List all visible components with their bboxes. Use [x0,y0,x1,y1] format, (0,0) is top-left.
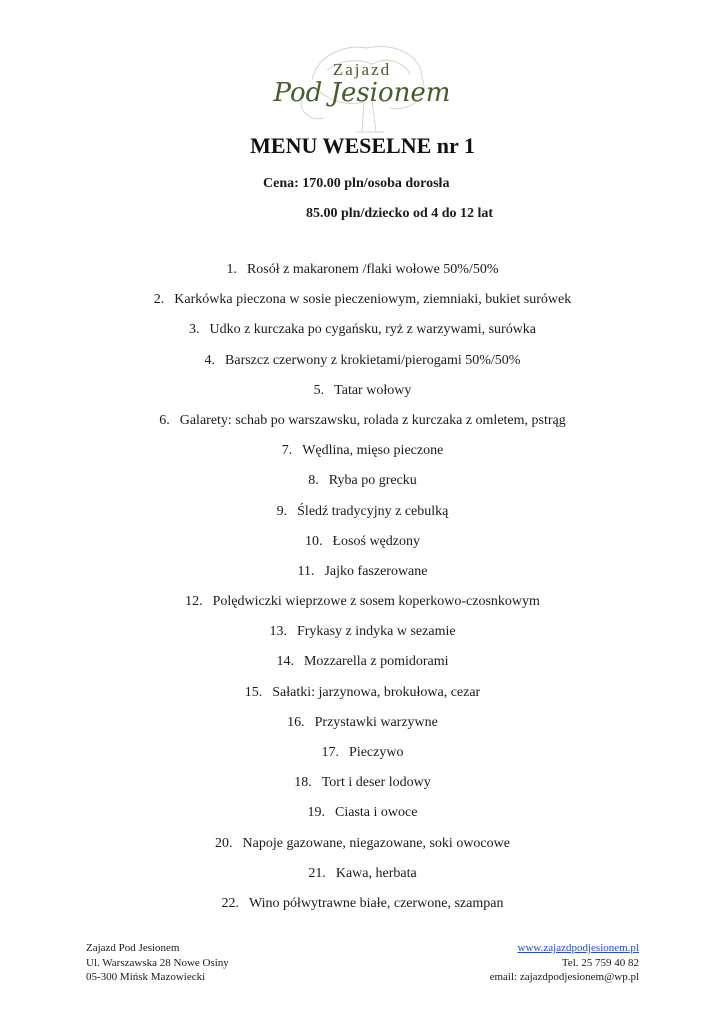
menu-item [0,472,725,502]
menu-item-number: 15. [244,684,263,700]
menu-item-text: Ciasta i owoce [335,805,418,821]
menu-item-number: 5. [313,382,325,398]
menu-item-number: 8. [308,473,319,489]
menu-item [0,412,725,442]
menu-item [0,714,725,744]
menu-item-number: 20. [215,835,233,851]
menu-item [0,593,725,623]
menu-item-number: 11. [297,563,315,579]
menu-item-text: Jajko faszerowane [324,563,428,579]
menu-item [0,503,725,533]
menu-item-number: 14. [276,654,294,670]
price-adult: Cena: 170.00 pln/osoba dorosła [263,176,450,191]
menu-item-text: Rosół z makaronem /flaki wołowe 50%/50% [246,262,499,277]
footer-address [86,941,229,985]
menu-item-text: Wędlina, mięso pieczone [302,443,444,459]
menu-item-text: Barszcz czerwony z krokietami/pierogami 50%/50% [225,352,521,368]
footer-email: email: zajazdpodjesionem@wp.pl [489,971,639,983]
menu-item-number: 6. [159,412,170,428]
menu-item-text: Napoje gazowane, niegazowane, soki owocowe [242,835,510,851]
menu-item-text: Sałatki: jarzynowa, brokułowa, cezar [272,684,481,700]
menu-item-number: 4. [204,352,216,368]
menu-item-number: 2. [153,292,165,308]
menu-item [0,835,725,865]
menu-item-number: 7. [281,443,293,459]
menu-item-number: 12. [185,594,203,610]
menu-item-text: Karkówka pieczona w sosie pieczeniowym, ziemniaki, bukiet surówek [174,292,572,308]
menu-item-text: Galarety: schab po warszawsku, rolada z kurczaka z omletem, pstrąg [179,412,566,428]
menu-item [0,382,725,412]
footer-phone: Tel. 25 759 40 82 [561,956,639,969]
menu-item [0,563,725,593]
menu-item [0,533,725,563]
menu-item-number: 10. [305,533,323,549]
menu-item-text: Polędwiczki wieprzowe z sosem koperkowo-czosnkowym [212,594,540,610]
menu-item-number: 1. [226,262,237,277]
menu-item [0,653,725,683]
menu-item-number: 9. [276,503,288,519]
menu-item [0,261,725,291]
menu-item-number: 18. [294,775,312,791]
menu-item [0,352,725,382]
logo-text-main: Pod Jesionem [273,78,451,108]
footer-name: Zajazd Pod Jesionem [86,942,180,954]
menu-item-number: 16. [287,714,305,730]
logo-text-top: Zajazd [332,60,392,79]
menu-item-text: Przystawki warzywne [314,714,438,730]
menu-item-number: 3. [188,322,200,338]
menu-item-text: Pieczywo [349,745,404,760]
menu-item [0,291,725,321]
price-child: 85.00 pln/dziecko od 4 do 12 lat [306,206,494,221]
menu-item [0,684,725,714]
menu-item-text: Frykasy z indyka w sezamie [296,624,456,640]
menu-item-text: Udko z kurczaka po cygańsku, ryż z warzywami, surówka [209,322,537,338]
menu-item-number: 19. [307,805,326,821]
menu-list [0,261,725,925]
menu-item [0,442,725,472]
menu-item-number: 17. [321,745,340,760]
footer-street: Ul. Warszawska 28 Nowe Osiny [86,956,229,969]
menu-item-text: Kawa, herbata [335,865,417,881]
menu-item [0,774,725,804]
menu-item [0,804,725,834]
menu-item [0,744,725,774]
menu-item-text: Ryba po grecku [328,473,417,489]
menu-item [0,865,725,895]
logo [272,40,452,138]
page-title: MENU WESELNE nr 1 [250,133,475,158]
footer-city: 05-300 Mińsk Mazowiecki [86,971,206,983]
menu-item-text: Wino półwytrawne białe, czerwone, szampan [249,895,504,911]
menu-item-text: Tatar wołowy [334,382,412,398]
menu-item-text: Łosoś wędzony [332,533,420,549]
menu-item-text: Mozzarella z pomidorami [303,654,449,670]
menu-item-text: Tort i deser lodowy [321,775,431,791]
menu-item [0,321,725,351]
menu-item [0,895,725,925]
footer-contact [490,941,639,985]
menu-item [0,623,725,653]
website-link[interactable]: www.zajazdpodjesionem.pl [517,942,639,954]
menu-item-text: Śledź tradycyjny z cebulką [297,503,449,519]
menu-item-number: 13. [269,624,287,640]
menu-item-number: 22. [221,895,240,911]
menu-item-number: 21. [308,865,326,881]
